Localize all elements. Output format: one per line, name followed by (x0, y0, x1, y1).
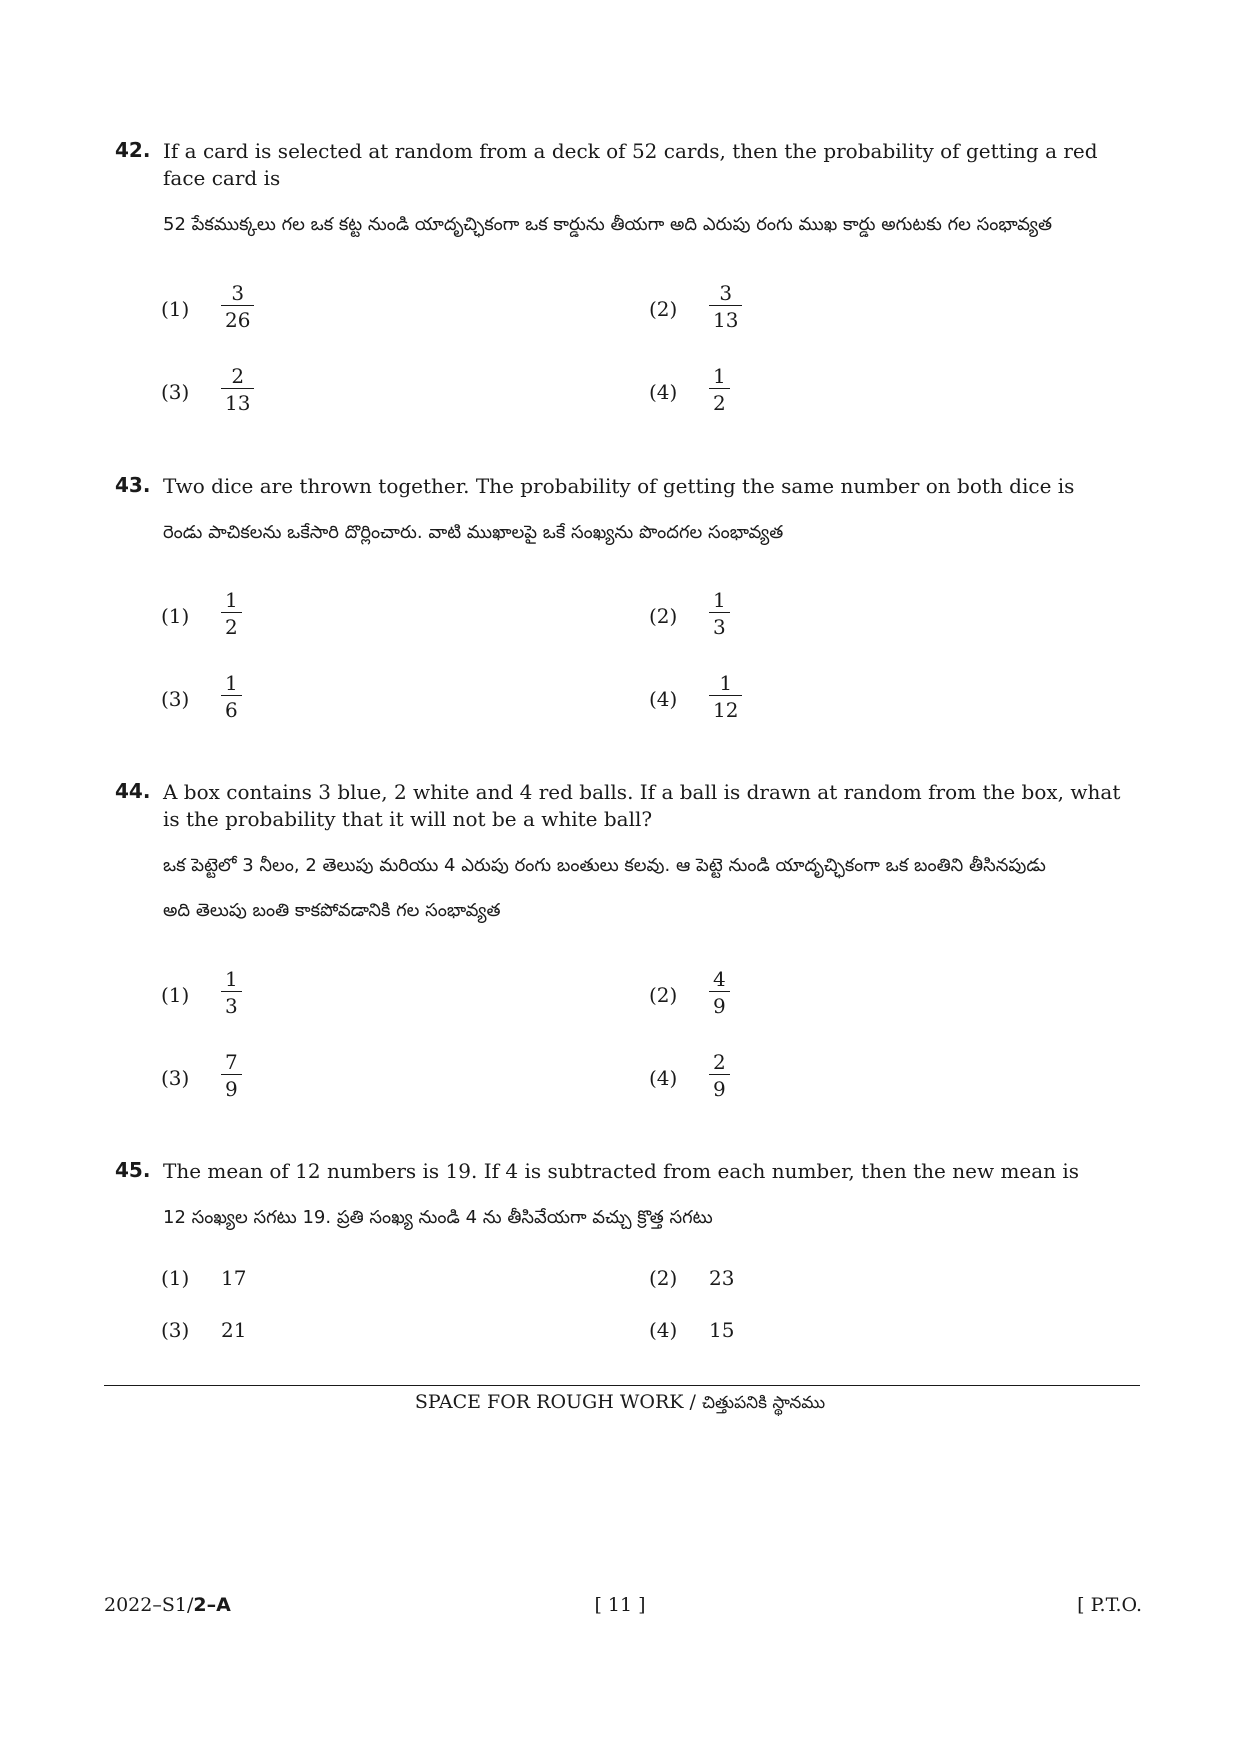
fraction: $\frac{4}{9}$ (709, 967, 730, 1018)
question-text-telugu: ఒక పెట్టెలో 3 నీలం, 2 తెలుపు మరియు 4 ఎరుపు రంగు బంతులు కలవు. ఆ పెట్టె నుండి యాదృచ్ఛికంగా ఒక బంతిని తీసినపుడు (163, 855, 1046, 876)
page-number: [ 11 ] (594, 1594, 646, 1616)
option-label: (2) (649, 983, 678, 1007)
question-45 (115, 1158, 1140, 1240)
question-text: A box contains 3 blue, 2 white and 4 red balls. If a ball is drawn at random from the box, what is the probability that it will not be a white ball? (163, 780, 1121, 831)
option-label: (4) (649, 380, 678, 404)
question-number: 43. (115, 473, 151, 497)
rough-work-telugu: చిత్తుపనికి స్థానము (701, 1393, 826, 1413)
option-label: (3) (161, 380, 190, 404)
option-label: (4) (649, 687, 678, 711)
option-label: (2) (649, 1266, 678, 1290)
option-label: (4) (649, 1318, 678, 1342)
fraction: $\frac{2}{13}$ (221, 364, 254, 415)
question-text-telugu: రెండు పాచికలను ఒకేసారి దొర్లించారు. వాటి ముఖాలపై ఒకే సంఖ్యను పొందగల సంభావ్యత (163, 522, 784, 543)
pto-label: [ P.T.O. (1077, 1594, 1142, 1616)
paper-code: 2022–S1/2–A (104, 1594, 231, 1616)
option-label: (2) (649, 604, 678, 628)
option-value: 15 (709, 1318, 735, 1342)
option-label: (1) (161, 297, 190, 321)
option-label: (1) (161, 1266, 190, 1290)
option-label: (1) (161, 983, 190, 1007)
option-label: (2) (649, 297, 678, 321)
question-43 (115, 473, 1140, 555)
question-text: The mean of 12 numbers is 19. If 4 is subtracted from each number, then the new mean is (163, 1159, 1080, 1183)
fraction: $\frac{1}{3}$ (709, 588, 730, 639)
option-label: (3) (161, 687, 190, 711)
question-text: If a card is selected at random from a deck of 52 cards, then the probability of getting a red face card is (163, 139, 1098, 190)
fraction: $\frac{2}{9}$ (709, 1050, 730, 1101)
fraction: $\frac{3}{26}$ (221, 281, 254, 332)
option-label: (3) (161, 1066, 190, 1090)
option-label: (3) (161, 1318, 190, 1342)
question-number: 45. (115, 1158, 151, 1182)
rough-work-english: SPACE FOR ROUGH WORK / (414, 1391, 696, 1413)
fraction: $\frac{1}{12}$ (709, 671, 742, 722)
fraction: $\frac{1}{2}$ (221, 588, 242, 639)
fraction: $\frac{7}{9}$ (221, 1050, 242, 1101)
question-text-telugu: 12 సంఖ్యల సగటు 19. ప్రతి సంఖ్య నుండి 4 ను తీసివేయగా వచ్చు క్రొత్త సగటు (163, 1207, 713, 1228)
question-44 (115, 779, 1140, 933)
fraction: $\frac{3}{13}$ (709, 281, 742, 332)
option-value: 23 (709, 1266, 735, 1290)
option-value: 17 (221, 1266, 247, 1290)
fraction: $\frac{1}{6}$ (221, 671, 242, 722)
question-text-telugu: 52 పేకముక్కలు గల ఒక కట్ట నుండి యాదృచ్ఛికంగా ఒక కార్డును తీయగా అది ఎరుపు రంగు ముఖ కార్డు అగుటకు గల సంభావ్యత (163, 214, 1052, 235)
question-number: 42. (115, 138, 151, 162)
question-text-telugu: అది తెలుపు బంతి కాకపోవడానికి గల సంభావ్యత (163, 900, 501, 921)
option-value: 21 (221, 1318, 247, 1342)
question-number: 44. (115, 779, 151, 803)
rough-work-label (0, 1391, 1240, 1417)
option-label: (1) (161, 604, 190, 628)
divider (104, 1385, 1140, 1386)
fraction: $\frac{1}{2}$ (709, 364, 730, 415)
question-42 (115, 138, 1140, 247)
question-text: Two dice are thrown together. The probability of getting the same number on both dice is (163, 474, 1075, 498)
option-label: (4) (649, 1066, 678, 1090)
fraction: $\frac{1}{3}$ (221, 967, 242, 1018)
